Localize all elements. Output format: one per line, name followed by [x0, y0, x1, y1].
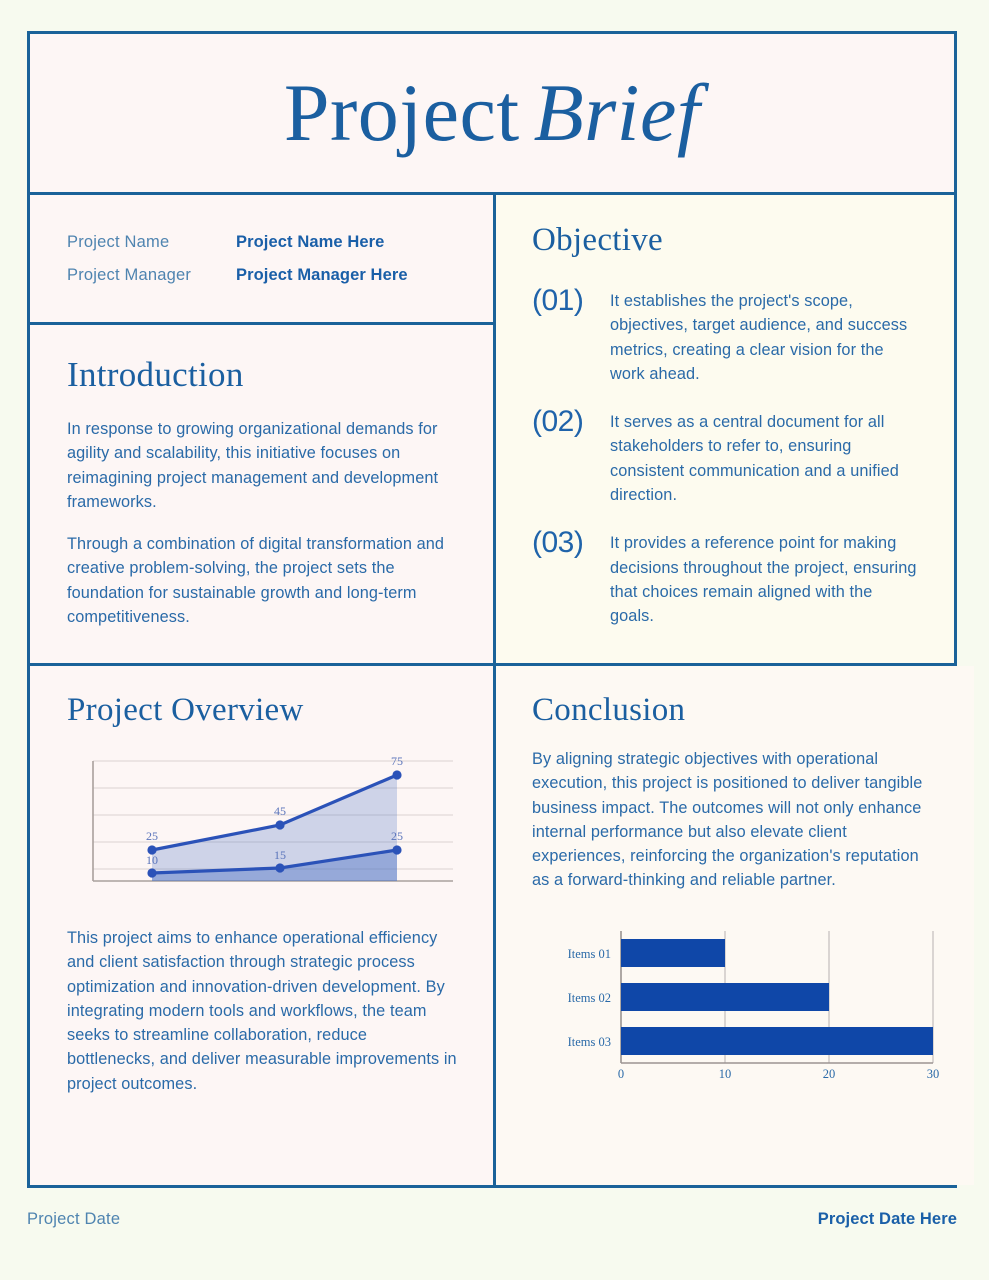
line-chart-label-s1-p1: 25 [146, 829, 158, 843]
project-name-value: Project Name Here [236, 233, 385, 251]
meta-row-project-manager [67, 266, 493, 285]
title-band [30, 34, 954, 195]
project-overview-line-chart [81, 751, 459, 906]
title-word-project: Project [283, 67, 520, 158]
line-chart-label-s2-p2: 15 [274, 848, 286, 862]
bar-chart-category-label-3: Items 03 [567, 1034, 611, 1049]
project-date-label: Project Date [27, 1210, 121, 1228]
left-column-top [30, 195, 496, 663]
objective-text-03: It provides a reference point for making decisions throughout the project, ensuring that choices remain aligned with the goals. [610, 534, 917, 626]
project-date-value: Project Date Here [817, 1210, 957, 1228]
meta-row-project-name [67, 233, 493, 252]
bottom-region [30, 663, 954, 1185]
bar-chart-xtick-30: 30 [926, 1066, 940, 1081]
objective-text-02: It serves as a central document for all stakeholders to refer to, ensuring consistent communication and a unified direction. [610, 413, 899, 504]
conclusion-heading: Conclusion [532, 692, 686, 728]
project-name-label: Project Name [67, 233, 170, 251]
project-overview-paragraph: This project aims to enhance operational efficiency and client satisfaction through strategic process optimization and innovation-driven development. By integrating modern tools and workflows, the team seeks to streamline collaboration, reduce bottlenecks, and deliver measurable improvements in project outcomes. [67, 929, 457, 1093]
brief-card [27, 31, 957, 1188]
introduction-section [30, 325, 493, 647]
bar-chart-category-label-2: Items 02 [567, 990, 611, 1005]
line-chart-svg [81, 751, 461, 901]
bar-items-01 [621, 939, 725, 967]
objective-number-02: (02) [532, 405, 584, 439]
objective-item-03 [532, 527, 920, 628]
line-chart-label-s2-p1: 10 [146, 853, 158, 867]
project-manager-value: Project Manager Here [236, 266, 408, 284]
bar-chart-category-label-1: Items 01 [567, 946, 611, 961]
introduction-heading: Introduction [67, 355, 244, 394]
conclusion-bar-chart [550, 923, 940, 1088]
conclusion-section [496, 666, 974, 1185]
page-footer [27, 1210, 957, 1229]
line-chart-label-s1-p2: 45 [274, 804, 286, 818]
objective-number-03: (03) [532, 526, 584, 560]
objective-item-01 [532, 285, 920, 386]
project-overview-section [30, 666, 496, 1185]
objective-item-02 [532, 406, 920, 507]
title-word-brief: Brief [533, 67, 701, 158]
objective-section [496, 195, 954, 663]
line-chart-label-s1-p3: 75 [391, 754, 403, 768]
bar-chart-svg [550, 923, 940, 1083]
objective-text-01: It establishes the project's scope, objectives, target audience, and success metrics, creating a clear vision for the work ahead. [610, 292, 908, 383]
objective-heading: Objective [532, 222, 663, 258]
project-overview-heading: Project Overview [67, 692, 304, 728]
project-meta-block [30, 195, 493, 325]
line-chart-label-s2-p3: 25 [391, 829, 403, 843]
page-title [283, 67, 701, 158]
project-manager-label: Project Manager [67, 266, 192, 284]
conclusion-paragraph: By aligning strategic objectives with operational execution, this project is positioned to deliver tangible business impact. The outcomes will not only enhance internal performance but also elevate client experiences, reinforcing the organization's reputation as a forward-thinking and reliable partner. [532, 750, 923, 890]
bar-items-02 [621, 983, 829, 1011]
bar-chart-xtick-20: 20 [822, 1066, 836, 1081]
bar-items-03 [621, 1027, 933, 1055]
introduction-paragraph-2: Through a combination of digital transformation and creative problem-solving, the project sets the foundation for sustainable growth and long-term competitiveness. [67, 535, 445, 626]
bar-chart-xtick-0: 0 [617, 1066, 625, 1081]
introduction-paragraph-1: In response to growing organizational demands for agility and scalability, this initiative focuses on reimagining project management and development frameworks. [67, 420, 439, 511]
middle-region [30, 195, 954, 663]
bar-chart-xtick-10: 10 [718, 1066, 732, 1081]
objective-number-01: (01) [532, 284, 584, 317]
